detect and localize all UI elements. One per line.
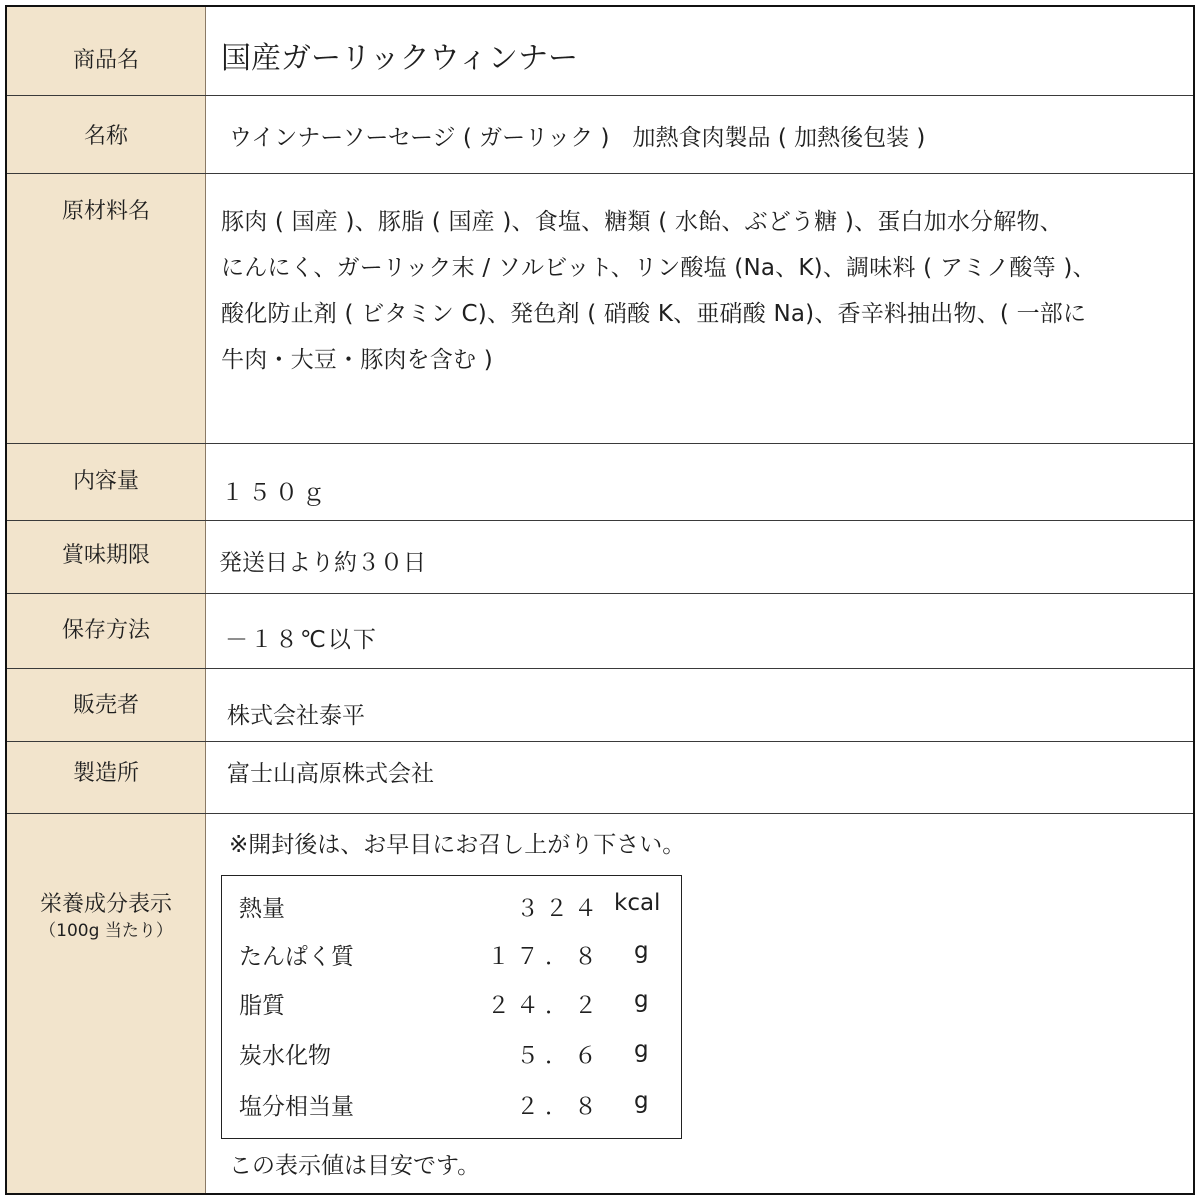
nutrient-name: 熱量: [239, 896, 285, 922]
nutrition-row-energy: [222, 884, 681, 924]
storage-label: 保存方法: [61, 618, 150, 643]
best-before-label: 賞味期限: [61, 543, 150, 568]
nutrient-unit: g: [634, 1037, 649, 1063]
nutrition-note-top: ※開封後は、お早目にお召し上がり下さい。: [229, 832, 686, 858]
ingredients-line: 酸化防止剤 ( ビタミン C)、発色剤 ( 硝酸 K、亜硝酸 Na)、香辛料抽出物、( 一部に: [221, 301, 1087, 327]
nutrition-facts-box: [221, 875, 682, 1139]
nutrition-row-protein: [222, 932, 681, 972]
storage-value: －１８℃以下: [225, 627, 378, 653]
nutrition-label-table: [5, 5, 1195, 1195]
row-divider: [7, 813, 1193, 814]
nutrition-label: [7, 891, 205, 942]
row-divider: [7, 668, 1193, 669]
row-divider: [7, 95, 1193, 96]
ingredients-line: 豚肉 ( 国産 )、豚脂 ( 国産 )、食塩、糖類 ( 水飴、ぶどう糖 )、蛋白加水分解物、: [221, 209, 1063, 235]
nutrient-unit: kcal: [614, 890, 661, 916]
row-divider: [7, 520, 1193, 521]
nutrition-note-bottom: この表示値は目安です。: [229, 1153, 481, 1179]
row-divider: [7, 741, 1193, 742]
ingredients-line: にんにく、ガーリック末 / ソルビット、リン酸塩 (Na、K)、調味料 ( アミノ酸等 )、: [221, 255, 1096, 281]
row-divider: [7, 443, 1193, 444]
product-name-value: 国産ガーリックウィンナー: [221, 41, 578, 76]
ingredients-list: [221, 199, 1195, 383]
nutrient-value: １７．８: [487, 944, 603, 970]
nutrient-value: ５．６: [516, 1043, 603, 1069]
ingredients-line: 牛肉・大豆・豚肉を含む ): [221, 347, 493, 373]
ingredients-label: 原材料名: [61, 199, 150, 224]
nutrient-name: 脂質: [239, 993, 285, 1019]
nutrient-unit: g: [634, 938, 649, 964]
nutrition-per-100g: （100g 当たり）: [39, 920, 173, 941]
row-divider: [7, 173, 1193, 174]
name-label: 名称: [83, 124, 128, 149]
seller-label: 販売者: [72, 693, 139, 718]
seller-value: 株式会社泰平: [227, 703, 365, 729]
nutrient-value: ２．８: [516, 1094, 603, 1120]
nutrition-row-carbohydrate: [222, 1031, 681, 1071]
nutrient-unit: g: [634, 1088, 649, 1114]
manufacturer-label: 製造所: [72, 761, 139, 786]
nutrient-name: 炭水化物: [239, 1043, 331, 1069]
product-name-label: 商品名: [72, 48, 139, 73]
nutrition-row-fat: [222, 981, 681, 1021]
content-label: 内容量: [72, 469, 139, 494]
name-value: ウインナーソーセージ ( ガーリック ) 加熱食肉製品 ( 加熱後包装 ): [229, 125, 926, 151]
label-column: [7, 7, 206, 1195]
manufacturer-value: 富士山高原株式会社: [227, 761, 434, 787]
row-divider: [7, 593, 1193, 594]
nutrient-value: ３２４: [516, 896, 603, 922]
nutrient-name: 塩分相当量: [239, 1094, 354, 1120]
nutrient-unit: g: [634, 987, 649, 1013]
nutrition-title: 栄養成分表示: [39, 892, 172, 917]
best-before-value: 発送日より約３０日: [219, 550, 426, 576]
content-value: １５０ｇ: [221, 480, 329, 506]
nutrition-row-salt: [222, 1082, 681, 1122]
nutrient-name: たんぱく質: [239, 944, 354, 970]
nutrient-value: ２４．２: [487, 993, 603, 1019]
